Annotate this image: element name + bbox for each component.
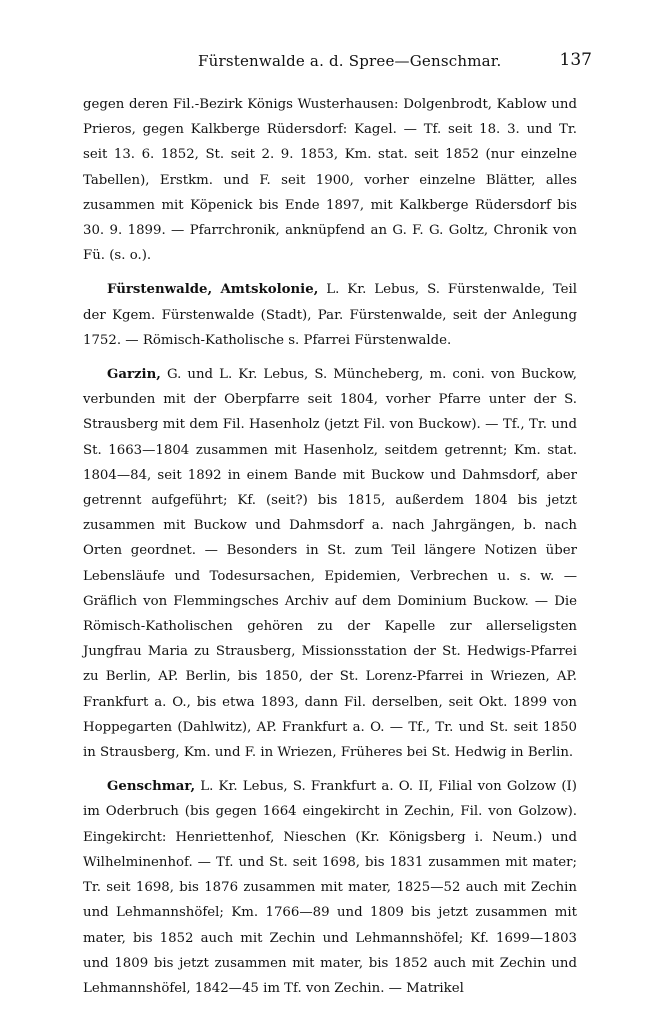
entry-text: G. und L. Kr. Lebus, S. Müncheberg, m. coni. von Buckow, verbunden mit der Oberpfarre seit 1804, vorher Pfarre unter der S. Strausberg mit dem Fil. Hasenholz (jetzt Fil. von Buckow). — Tf., Tr. und St. 1663—1804 zusammen mit Hasenholz, seitdem getrennt; Km. stat. 1804—84, seit 1892 in einem Bande mit Buckow und Dahmsdorf, aber getrennt aufgeführt; Kf. (seit?) bis 1815, außerdem 1804 bis jetzt zusammen mit Buckow und Dahmsdorf a. nach Jahrgängen, b. nach Orten geordnet. — Besonders in St. zum Teil längere Notizen über Lebensläufe und Todesursachen, Epidemien, Verbrechen u. s. w. — Gräflich von Flemmingsches Archiv auf dem Dominium Buckow. — Die Römisch-Katholischen gehören zu der Kapelle zur allerseligsten Jungfrau Maria zu Strausberg, Missionsstation der St. Hedwigs-Pfarrei zu Berlin, AP. Berlin, bis 1850, der St. Lorenz-Pfarrei in Wriezen, AP. Frankfurt a. O., bis etwa 1893, dann Fil. derselben, seit Okt. 1899 von Hoppegarten (Dahlwitz), AP. Frankfurt a. O. — Tf., Tr. und St. seit 1850 in Strausberg, Km. und F. in Wriezen, Früheres bei St. Hedwig in Berlin. — [83, 367, 577, 761]
entry-lemma: Garzin, — [107, 367, 161, 383]
entry-genschmar — [83, 774, 577, 1001]
entry-text: L. Kr. Lebus, S. Fürstenwalde, Teil der Kgem. Fürstenwalde (Stadt), Par. Fürstenwalde, seit der Anlegung 1752. — Römisch-Katholische s. Pfarrei Fürstenwalde. — [83, 282, 577, 348]
page-number: 137 — [559, 50, 592, 70]
entry-fuerstenwalde-amtskolonie — [83, 277, 577, 353]
paragraph-text: gegen deren Fil.-Bezirk Königs Wusterhausen: Dolgenbrodt, Kablow und Prieros, gegen Kalkberge Rüdersdorf: Kagel. — Tf. seit 18. 3. und Tr. seit 13. 6. 1852, St. seit 2. 9. 1853, Km. stat. seit 1852 (nur einzelne Tabellen), Erstkm. und F. seit 1900, vorher einzelne Blätter, alles zusammen mit Köpenick bis Ende 1897, mit Kalkberge Rüdersdorf bis 30. 9. 1899. — Pfarrchronik, anknüpfend an G. F. G. Goltz, Chronik von Fü. (s. o.). — [83, 97, 577, 264]
page-header — [83, 50, 592, 76]
entry-lemma: Fürstenwalde, Amtskolonie, — [107, 282, 319, 298]
entry-lemma: Genschmar, — [107, 779, 196, 795]
running-head: Fürstenwalde a. d. Spree—Genschmar. — [198, 52, 502, 70]
paragraph-continuation — [83, 92, 577, 268]
entry-garzin — [83, 362, 577, 765]
entry-text: L. Kr. Lebus, S. Frankfurt a. O. II, Filial von Golzow (I) im Oderbruch (bis gegen 1664 eingekircht in Zechin, Fil. von Golzow). Eingekircht: Henriettenhof, Nieschen (Kr. Königsberg i. Neum.) und Wilhelminenhof. — Tf. und St. seit 1698, bis 1831 zusammen mit mater; Tr. seit 1698, bis 1876 zusammen mit mater, 1825—52 auch mit Zechin und Lehmannshöfel; Km. 1766—89 und 1809 bis jetzt zusammen mit mater, bis 1852 auch mit Zechin und Lehmannshöfel; Kf. 1699—1803 und 1809 bis jetzt zusammen mit mater, bis 1852 auch mit Zechin und Lehmannshöfel, 1842—45 im Tf. von Zechin. — Matrikel — [83, 779, 577, 996]
body-text — [83, 92, 577, 1010]
